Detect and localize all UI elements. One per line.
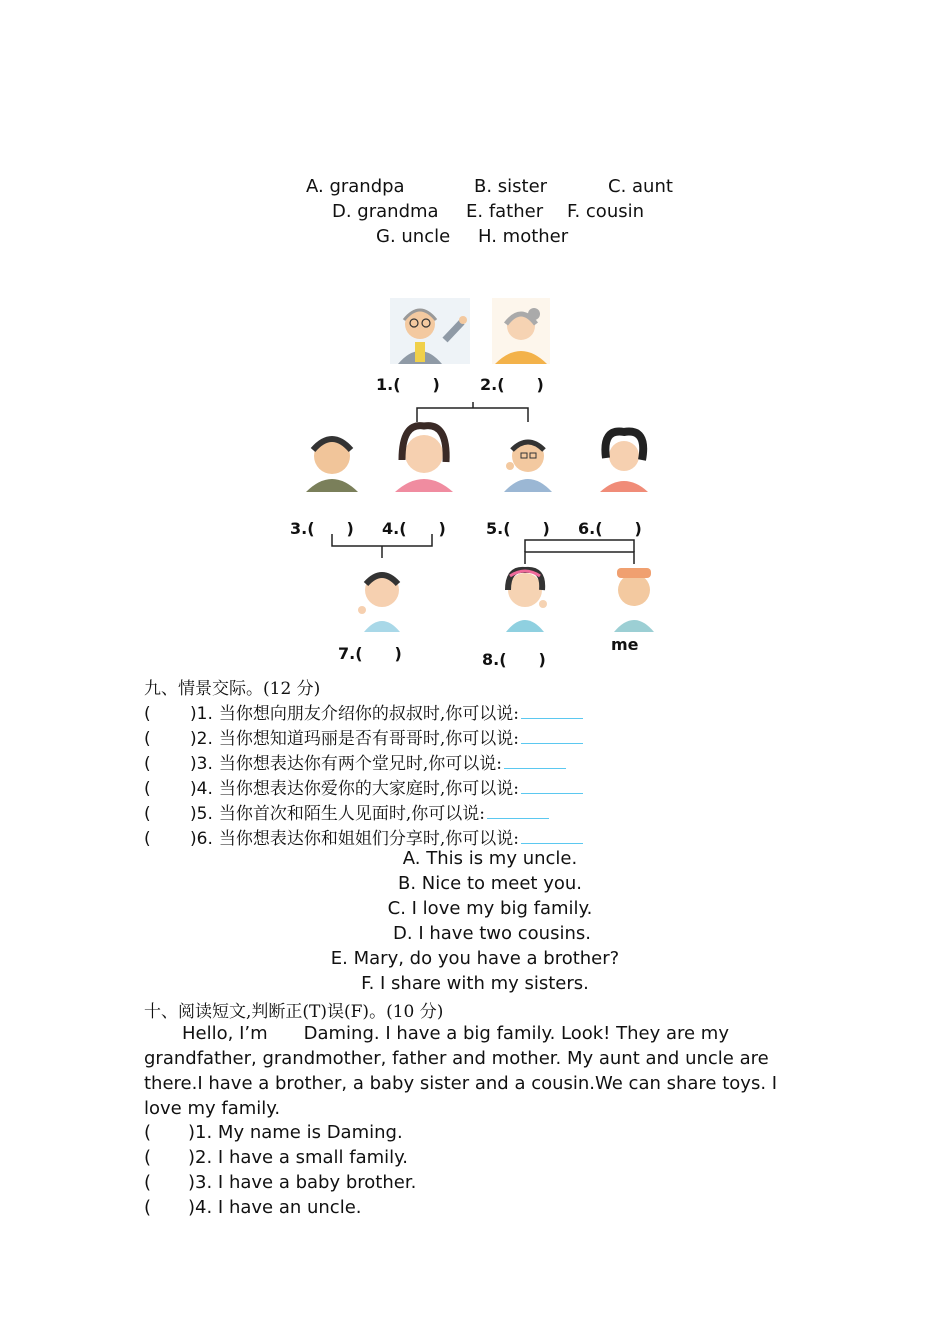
section9-q3 xyxy=(144,749,566,774)
uncle-picture xyxy=(504,440,552,492)
section9-q1 xyxy=(144,699,583,724)
answer-blank[interactable] xyxy=(521,700,583,719)
answer-paren: ( xyxy=(144,1172,152,1193)
answer-paren: ( xyxy=(144,729,151,749)
cousin-picture xyxy=(358,573,400,632)
option-e: E. father xyxy=(466,201,544,222)
answer-paren: ( xyxy=(144,1122,152,1143)
tree-label-8: 8.( ) xyxy=(482,650,546,669)
option-d: D. grandma xyxy=(332,201,439,222)
tree-label-1: 1.( ) xyxy=(376,375,440,394)
question-text: 当你想知道玛丽是否有哥哥时,你可以说: xyxy=(218,729,519,749)
tree-label-4: 4.( ) xyxy=(382,519,446,538)
answer-choice-c: C. I love my big family. xyxy=(387,898,593,919)
tf-text: )2. I have a small family. xyxy=(188,1147,408,1168)
tf-question-1 xyxy=(144,1122,403,1143)
me-picture xyxy=(614,568,654,632)
answer-choice-a: A. This is my uncle. xyxy=(402,848,578,869)
answer-blank[interactable] xyxy=(521,825,583,844)
question-text: 当你想表达你和姐姐们分享时,你可以说: xyxy=(218,829,519,849)
answer-paren: ( xyxy=(144,1197,152,1218)
section9-q2 xyxy=(144,724,583,749)
tree-label-7: 7.( ) xyxy=(338,644,402,663)
answer-paren: ( xyxy=(144,779,151,799)
question-text: 当你首次和陌生人见面时,你可以说: xyxy=(218,804,485,824)
section9-q5 xyxy=(144,799,549,824)
question-text: 当你想表达你有两个堂兄时,你可以说: xyxy=(218,754,502,774)
answer-blank[interactable] xyxy=(521,725,583,744)
answer-choice-b: B. Nice to meet you. xyxy=(398,873,582,894)
answer-choice-d: D. I have two cousins. xyxy=(393,923,591,944)
section9-title: 九、情景交际。(12 分) xyxy=(144,679,321,699)
tree-connectors xyxy=(332,402,634,564)
sister-picture xyxy=(506,570,547,632)
answer-paren: ( xyxy=(144,754,151,774)
tf-question-4 xyxy=(144,1197,362,1218)
question-number: )1. xyxy=(190,704,213,724)
option-f: F. cousin xyxy=(567,201,645,222)
answer-choice-f: F. I share with my sisters. xyxy=(361,973,589,994)
question-number: )4. xyxy=(190,779,213,799)
aunt-picture xyxy=(600,432,648,492)
tf-text: )4. I have an uncle. xyxy=(188,1197,362,1218)
tree-label-5: 5.( ) xyxy=(486,519,550,538)
tree-label-3: 3.( ) xyxy=(290,519,354,538)
option-b: B. sister xyxy=(474,176,548,197)
tree-label-2: 2.( ) xyxy=(480,375,544,394)
family-tree-figure xyxy=(280,290,680,670)
section9-q4 xyxy=(144,774,583,799)
section9-q6 xyxy=(144,824,583,849)
tf-text: )3. I have a baby brother. xyxy=(188,1172,417,1193)
tf-text: )1. My name is Daming. xyxy=(188,1122,403,1143)
answer-paren: ( xyxy=(144,1147,152,1168)
option-c: C. aunt xyxy=(608,176,673,197)
grandpa-picture xyxy=(390,298,470,364)
option-g: G. uncle xyxy=(376,226,451,247)
answer-blank[interactable] xyxy=(487,800,549,819)
answer-paren: ( xyxy=(144,704,151,724)
father-picture xyxy=(306,438,358,492)
question-text: 当你想表达你爱你的大家庭时,你可以说: xyxy=(218,779,519,799)
tf-question-3 xyxy=(144,1172,416,1193)
question-text: 当你想向朋友介绍你的叔叔时,你可以说: xyxy=(218,704,519,724)
answer-blank[interactable] xyxy=(504,750,566,769)
answer-paren: ( xyxy=(144,804,151,824)
mother-picture xyxy=(395,426,453,492)
tree-label-me: me xyxy=(611,635,639,654)
answer-choice-e: E. Mary, do you have a brother? xyxy=(330,948,620,969)
question-number: )5. xyxy=(190,804,213,824)
answer-paren: ( xyxy=(144,829,151,849)
grandma-picture xyxy=(492,298,550,364)
answer-blank[interactable] xyxy=(521,775,583,794)
section10-title: 十、阅读短文,判断正(T)误(F)。(10 分) xyxy=(144,1002,444,1022)
reading-passage: Hello, I’m Daming. I have a big family. Look! They are my grandfather, grandmother, father and mother. My aunt and uncle are there.I have a brother, a baby sister and a cousin.We can share toys. I love my family. xyxy=(144,1023,778,1119)
option-a: A. grandpa xyxy=(306,176,405,197)
question-number: )6. xyxy=(190,829,213,849)
question-number: )3. xyxy=(190,754,213,774)
option-h: H. mother xyxy=(478,226,569,247)
question-number: )2. xyxy=(190,729,213,749)
tree-label-6: 6.( ) xyxy=(578,519,642,538)
tf-question-2 xyxy=(144,1147,408,1168)
